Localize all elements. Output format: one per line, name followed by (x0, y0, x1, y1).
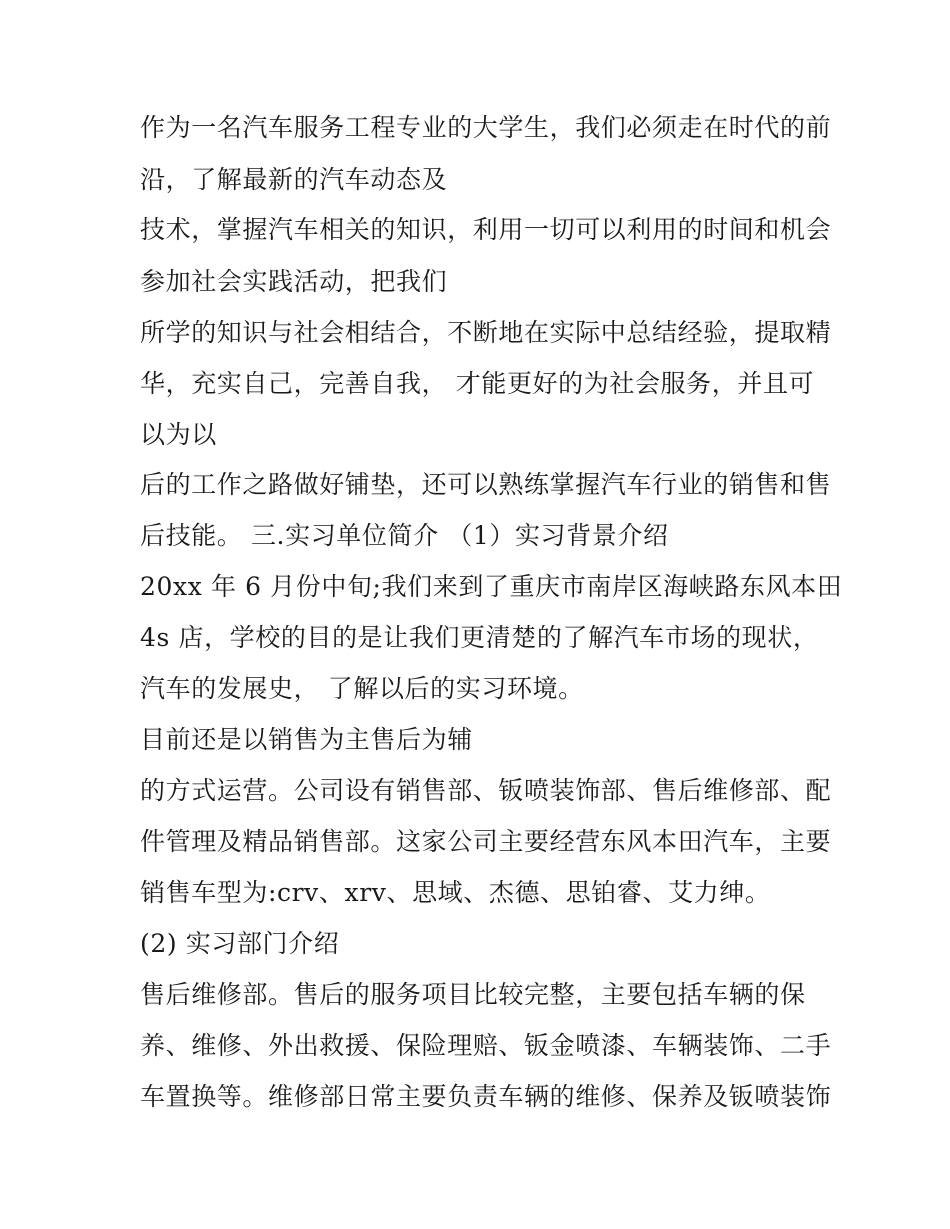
text-line: 4s 店，学校的目的是让我们更清楚的了解汽车市场的现状， (140, 623, 819, 652)
text-line: 目前还是以销售为主售后为辅 (140, 725, 473, 754)
text-line: 售后维修部。售后的服务项目比较完整，主要包括车辆的保 (140, 980, 806, 1009)
text-line: 销售车型为:crv、xrv、思域、杰德、思铂睿、艾力绅。 (140, 878, 771, 907)
text-line: 作为一名汽车服务工程专业的大学生，我们必须走在时代的前 (140, 113, 832, 142)
text-line: 件管理及精品销售部。这家公司主要经营东风本田汽车，主要 (140, 827, 832, 856)
text-line: 技术，掌握汽车相关的知识，利用一切可以利用的时间和机会 (140, 215, 832, 244)
text-line: 以为以 (140, 420, 217, 449)
text-line: (2) 实习部门介绍 (140, 929, 340, 958)
text-line: 20xx 年 6 月份中旬;我们来到了重庆市南岸区海峡路东风本田 (140, 572, 843, 601)
text-line: 养、维修、外出救援、保险理赔、钣金喷漆、车辆装饰、二手 (140, 1031, 832, 1060)
text-line: 后技能。 三.实习单位简介 （1）实习背景介绍 (140, 521, 669, 550)
text-line: 华，充实自己，完善自我， 才能更好的为社会服务，并且可 (140, 369, 815, 398)
text-line: 所学的知识与社会相结合，不断地在实际中总结经验，提取精 (140, 318, 832, 347)
text-line: 的方式运营。公司设有销售部、钣喷装饰部、售后维修部、配 (140, 776, 832, 805)
text-line: 车置换等。维修部日常主要负责车辆的维修、保养及钣喷装饰 (140, 1082, 832, 1111)
text-line: 沿，了解最新的汽车动态及 (140, 165, 448, 194)
text-line: 汽车的发展史， 了解以后的实习环境。 (140, 674, 584, 703)
text-line: 后的工作之路做好铺垫，还可以熟练掌握汽车行业的销售和售 (140, 470, 832, 499)
text-line: 参加社会实践活动，把我们 (140, 267, 448, 296)
